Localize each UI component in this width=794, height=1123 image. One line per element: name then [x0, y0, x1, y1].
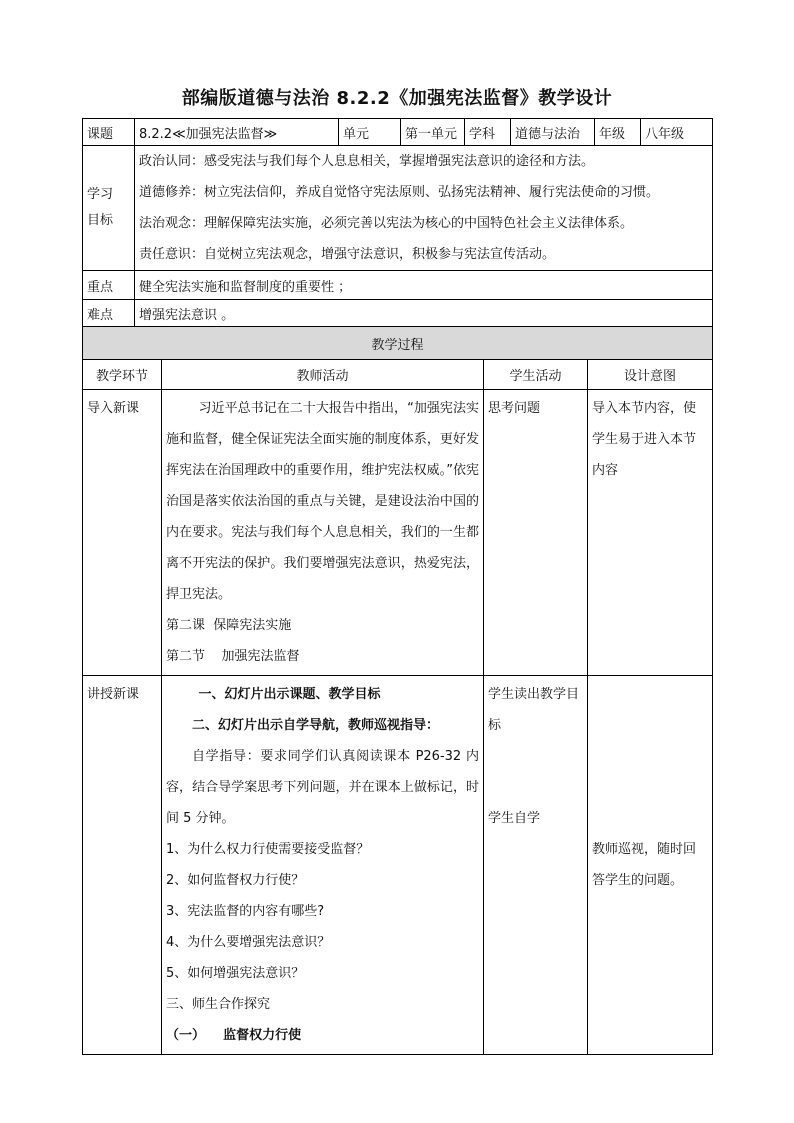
new-stage-text: 讲授新课	[87, 687, 140, 702]
step-self-study: 二、幻灯片出示自学导航，教师巡视指导：	[192, 718, 440, 733]
intro-student-text: 思考问题	[488, 401, 541, 416]
question-4: 4、为什么要增强宪法意识？	[166, 935, 331, 950]
self-study-guide: 自学指导：要求同学们认真阅读课本 P26-32 内容，结合导学案思考下列问题，并在课本上做标记，时间 5 分钟。	[166, 749, 479, 826]
difficult-point-row	[83, 300, 713, 328]
intro-stage	[83, 390, 162, 676]
new-lesson-row	[83, 676, 713, 1055]
intro-design	[588, 390, 713, 676]
key-point-label: 重点	[83, 271, 135, 300]
step-cooperation: 三、师生合作探究	[166, 997, 271, 1012]
objective-political: 政治认同：感受宪法与我们每个人息息相关，掌握增强宪法意识的途径和方法。	[139, 154, 595, 169]
new-design	[588, 676, 713, 1055]
column-stage: 教学环节	[83, 360, 162, 390]
objectives-label-line1: 学习	[87, 187, 114, 202]
subject-value: 道德与法治	[511, 119, 595, 146]
intro-row	[83, 390, 713, 676]
column-design: 设计意图	[588, 360, 713, 390]
objectives-label-line2: 目标	[87, 213, 114, 228]
subject-label: 学科	[465, 119, 511, 146]
topic-label: 课题	[83, 119, 135, 146]
question-2: 2、如何监督权力行使？	[166, 873, 305, 888]
difficult-point-label: 难点	[83, 300, 135, 328]
intro-student	[484, 390, 588, 676]
student-read-objectives: 学生读出教学目标	[488, 687, 580, 733]
key-point-value: 健全宪法实施和监督制度的重要性 ；	[135, 271, 713, 300]
objectives-label	[83, 146, 135, 271]
intro-teacher	[162, 390, 484, 676]
design-teacher-patrol: 教师巡视，随时回答学生的问题。	[592, 842, 697, 888]
column-student: 学生活动	[484, 360, 588, 390]
unit-label: 单元	[339, 119, 401, 146]
question-5: 5、如何增强宪法意识？	[166, 966, 305, 981]
objective-responsibility: 责任意识：自觉树立宪法观念，增强守法意识，积极参与宪法宣传活动。	[139, 247, 556, 262]
process-columns-row	[83, 360, 713, 390]
topic-value: 8.2.2≪加强宪法监督≫	[135, 119, 339, 146]
key-point-row	[83, 271, 713, 300]
column-teacher: 教师活动	[162, 360, 484, 390]
objective-legal: 法治观念：理解保障宪法实施，必须完善以宪法为核心的中国特色社会主义法律体系。	[139, 216, 634, 231]
process-header: 教学过程	[83, 327, 713, 360]
grade-value: 八年级	[641, 119, 713, 146]
new-teacher	[162, 676, 484, 1055]
step-slides-objectives: 一、幻灯片出示课题、教学目标	[198, 687, 381, 702]
student-self-study: 学生自学	[488, 811, 541, 826]
info-row	[83, 119, 713, 146]
teaching-process-table	[82, 326, 713, 1055]
unit-value: 第一单元	[401, 119, 465, 146]
difficult-point-value: 增强宪法意识 。	[135, 300, 713, 328]
sub-supervise-power: （一） 监督权力行使	[166, 1028, 302, 1043]
page-title: 部编版道德与法治 8.2.2《加强宪法监督》教学设计	[181, 88, 613, 109]
intro-teacher-main: 习近平总书记在二十大报告中指出，“加强宪法实施和监督，健全保证宪法全面实施的制度体系，更好发挥宪法在治国理政中的重要作用，维护宪法权威。”依宪治国是落实依法治国的重点与关键，是建设法治中国的内在要求。宪法与我们每个人息息相关，我们的一生都离不开宪法的保护。我们要增强宪法意识，热爱宪法，捍卫宪法。	[166, 401, 479, 602]
process-header-row	[83, 327, 713, 360]
question-3: 3、宪法监督的内容有哪些?	[166, 904, 325, 919]
objectives-content	[135, 146, 713, 271]
objective-moral: 道德修养：树立宪法信仰，养成自觉恪守宪法原则、弘扬宪法精神、履行宪法使命的习惯。	[139, 185, 660, 200]
basic-info-table	[82, 118, 713, 328]
new-stage	[83, 676, 162, 1055]
question-1: 1、为什么权力行使需要接受监督？	[166, 842, 370, 857]
new-student	[484, 676, 588, 1055]
objectives-row	[83, 146, 713, 271]
intro-stage-text: 导入新课	[87, 401, 140, 416]
grade-label: 年级	[595, 119, 641, 146]
intro-section-title: 第二节 加强宪法监督	[166, 649, 300, 664]
intro-design-text: 导入本节内容，使学生易于进入本节内容	[592, 401, 697, 478]
intro-lesson-title: 第二课 保障宪法实施	[166, 618, 292, 633]
